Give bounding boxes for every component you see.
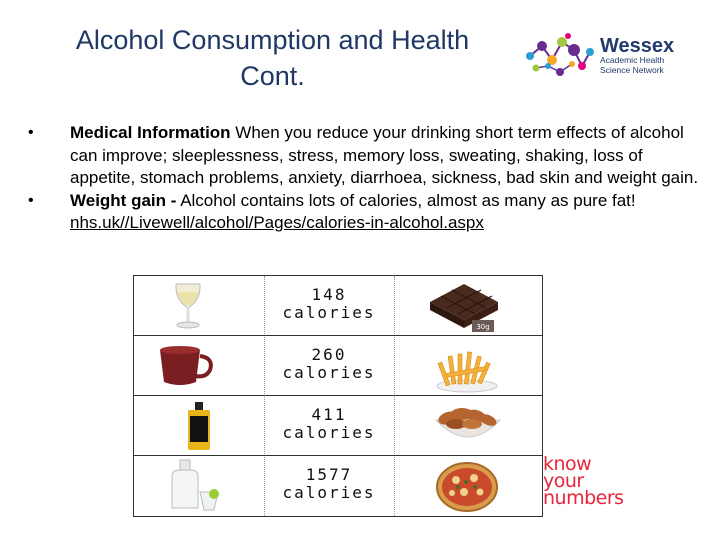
table-row — [134, 276, 542, 336]
bullet-text: Alcohol contains lots of calories, almost as many as pure fat! — [176, 190, 636, 210]
bullet-medical-information — [28, 122, 700, 190]
title-line-1: Alcohol Consumption and Health — [75, 25, 470, 55]
calorie-value: 260 — [311, 345, 347, 364]
wessex-logo — [522, 30, 702, 82]
bullet-marker: • — [28, 124, 34, 141]
bullet-heading: Medical Information — [70, 123, 231, 142]
calorie-unit: calories — [282, 363, 376, 382]
tea-cup-icon — [154, 344, 218, 390]
pizza-icon — [430, 460, 504, 514]
bullet-text: When you reduce your drinking short term effects of alcohol can improve; sleeplessness, stress, memory loss, sweating, shaking, loss of appetite, stomach problems, anxiety, diarrhoea, sickness, bad skin and weight gain. — [70, 123, 699, 187]
chocolate-weight-label: 30g — [476, 323, 490, 331]
bullet-marker: • — [28, 191, 34, 209]
calorie-value-cell — [264, 466, 394, 502]
bullet-list — [28, 122, 700, 235]
fries-icon — [432, 342, 502, 394]
logo-subtitle-2: Science Network — [600, 64, 664, 75]
calorie-unit: calories — [282, 423, 376, 442]
know-your-numbers-logo — [543, 453, 688, 514]
bottle-icon — [184, 400, 214, 452]
calorie-value: 148 — [311, 285, 347, 304]
calorie-value-cell — [264, 406, 394, 442]
gin-bottle-icon — [160, 458, 224, 514]
network-dots-icon — [522, 30, 598, 82]
slide-title — [30, 22, 515, 94]
bullet-weight-gain — [28, 190, 700, 235]
kyn-line-1: know — [543, 453, 592, 475]
bullet-heading: Weight gain - — [70, 190, 177, 210]
kyn-line-2: your — [543, 470, 584, 492]
kyn-line-3: numbers — [543, 487, 624, 509]
logo-name: Wessex — [600, 35, 675, 57]
calorie-value: 411 — [311, 405, 347, 424]
chocolate-bar-icon — [424, 280, 504, 336]
title-line-2: Cont. — [240, 61, 305, 91]
calorie-value-cell — [264, 346, 394, 382]
crisps-bowl-icon — [432, 402, 504, 452]
table-row — [134, 396, 542, 456]
calorie-value-cell — [264, 286, 394, 322]
calorie-unit: calories — [282, 483, 376, 502]
calorie-comparison-table — [133, 275, 543, 517]
table-row — [134, 456, 542, 516]
table-row — [134, 336, 542, 396]
logo-subtitle-1: Academic Health — [600, 55, 665, 65]
wine-glass-icon — [170, 282, 206, 330]
calorie-value: 1577 — [305, 465, 353, 484]
nhs-calories-link[interactable]: nhs.uk//Livewell/alcohol/Pages/calories-in-alcohol.aspx — [70, 213, 484, 232]
calorie-unit: calories — [282, 303, 376, 322]
